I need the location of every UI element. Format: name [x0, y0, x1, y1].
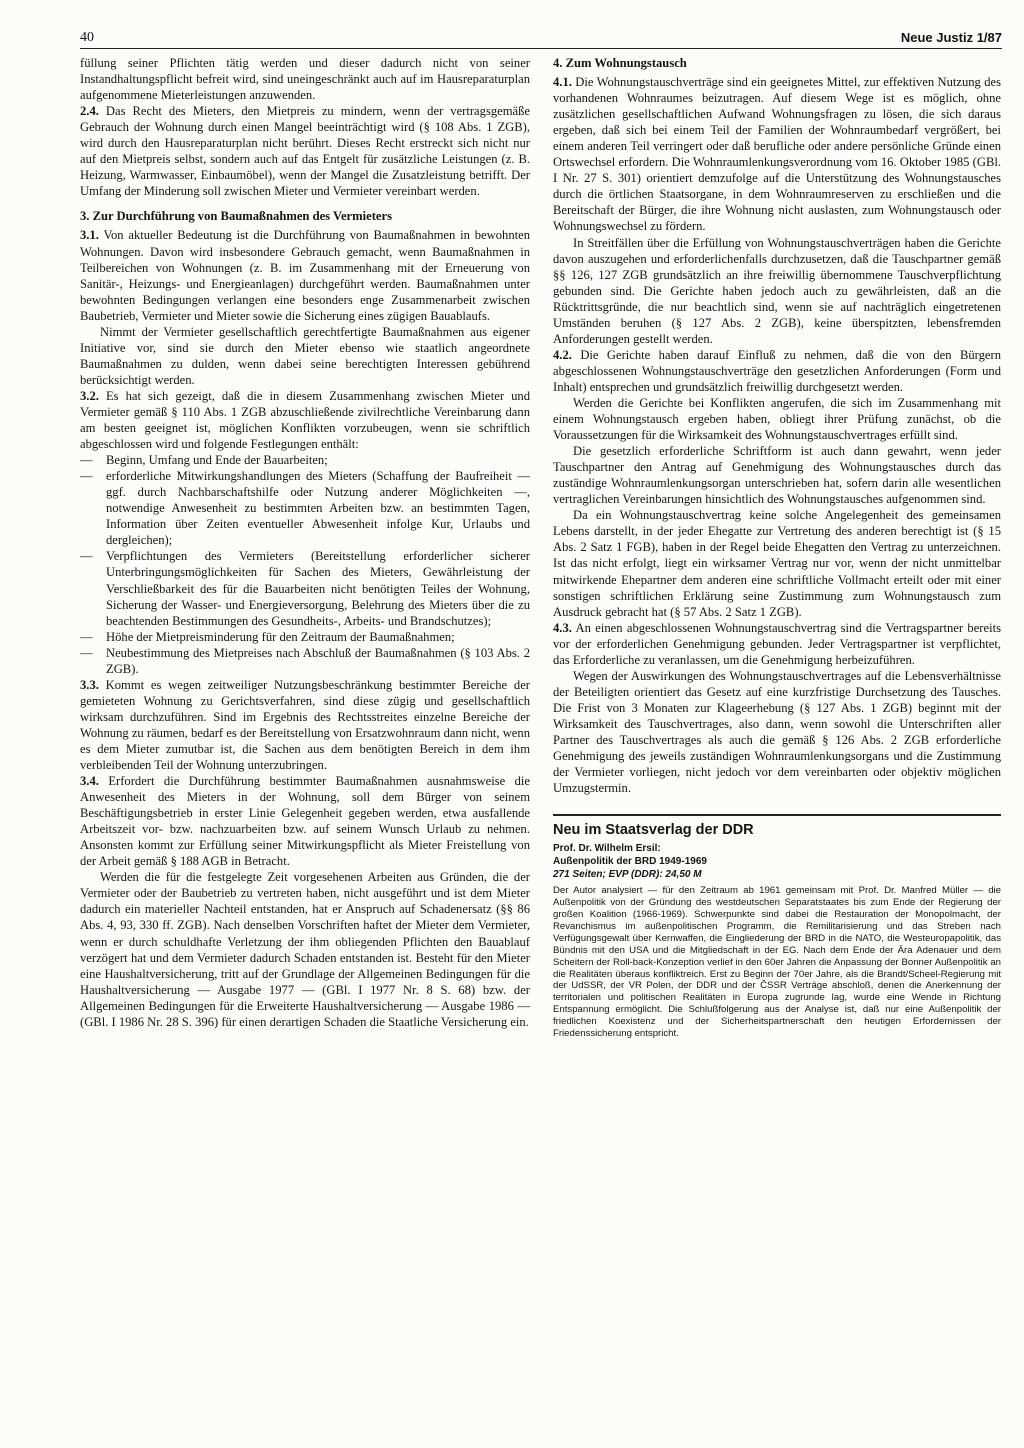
paragraph-text: Das Recht des Mieters, den Mietpreis zu mindern, wenn der vertragsgemäße Gebrauch der Wohnung durch einen Mangel beeinträchtigt wird (§ 108 Abs. 1 ZGB), wird durch den Hausreparaturplan nicht berührt. Dieses Recht erstreckt sich nicht nur auf den Mietpreis selbst, sondern auch auf das Entgelt für zusätzliche Leistungen (z. B. Heizung, Warmwasser, Einbaumöbel), wenn der Mangel die Zusatzleistung betrifft. Der Umfang der Minderung soll zwischen Mieter und Vermieter vereinbart werden.: [80, 104, 530, 199]
paragraph-3-4-continued: Werden die für die festgelegte Zeit vorgesehenen Arbeiten aus Gründen, die der Vermieter oder der Baubetrieb zu vertreten haben, nicht ausgeführt und ist dem Mieter dadurch ein materieller Nachteil entstanden, hat er Anspruch auf Schadenersatz (§§ 86 Abs. 4, 93, 330 ff. ZGB). Nach denselben Vorschriften haftet der Mieter dem Vermieter, wenn er durch schuldhafte Verletzung der ihm obliegenden Pflichten den Bauablauf verzögert hat und dem Vermieter dadurch Schaden entstanden ist. Besteht für den Mieter eine Haushaltversicherung, tritt auf der Grundlage der Allgemeinen Bedingungen für die Haushaltversicherung — Ausgabe 1977 — (GBl. I 1977 Nr. 8 S. 68) bzw. der Allgemeinen Bedingungen für die Erweiterte Haushaltversicherung — Ausgabe 1986 — (GBl. I 1986 Nr. 28 S. 396) für einen derartigen Schaden die Staatliche Versicherung ein.: [80, 870, 530, 1029]
paragraph-4-1-continued: In Streitfällen über die Erfüllung von Wohnungstauschverträgen haben die Gerichte davon auszugehen und erforderlichenfalls durchzusetzen, daß die Tauschpartner gemäß §§ 126, 127 ZGB grundsätzlich an ihre freiwillig übernommene Tauschverpflichtung gebunden sind. Die Gerichte haben jedoch auch zu gewährleisten, daß an die Rücktrittsgründe, die nur beachtlich sind, wenn sie auf nachträglich eingetretenen Umständen beruhen (§ 127 Abs. 2 ZGB), keine überspitzten, lebensfremden Anforderungen gestellt werden.: [553, 235, 1001, 346]
book-meta: 271 Seiten; EVP (DDR): 24,50 M: [553, 869, 702, 881]
notice-title: Neu im Staatsverlag der DDR: [553, 822, 754, 839]
list-item: — Verpflichtungen des Vermieters (Bereitstellung erforderlicher sicherer Unterbringungsmöglichkeiten für Sachen des Mieters, Gewährleistung der Verschließbarkeit des für die Bauarbeiten nicht benötigten Teiles der Wohnung, Sicherung der Wasser- und Energieversorgung, Belehrung des Mieters über die zu beachtenden Bestimmungen des Gesundheits-, Arbeits- und Brandschutzes);: [80, 548, 530, 628]
paragraph-continued: füllung seiner Pflichten tätig werden und dieser dadurch nicht von seiner Instandhaltungspflicht befreit wird, sind uneingeschränkt auch auf im Hausreparaturplan aufgenommene Mieterleistungen anzuwenden.: [80, 56, 530, 103]
paragraph-text: An einen abgeschlossenen Wohnungstauschvertrag sind die Vertragspartner bereits vor der erforderlichen Genehmigung gebunden. Jeder Vertragspartner ist verpflichtet, das Erforderliche zu veranlassen, um die Genehmigung herbeizuführen.: [553, 620, 1001, 667]
paragraph-text: Kommt es wegen zeitweiliger Nutzungsbeschränkung bestimmter Bereiche der gemieteten Wohnung zu Gerichtsverfahren, sind diese zügig und gesellschaftlich wirksam durchzuführen. Sind im Ergebnis des Rechtsstreites einzelne Bereiche der Wohnung zu räumen, bedarf es der Bereitstellung von Ersatzwohnraum dann nicht, wenn es dem Mieter zumutbar ist, die Sachen aus dem benötigten Bereich in dem ihm verbleibenden Teil der Wohnung unterzubringen.: [80, 677, 530, 773]
paragraph-4-2-c: Die gesetzlich erforderliche Schriftform ist auch dann gewahrt, wenn jeder Tauschpartner den Antrag auf Genehmigung des Wohnungstausches durch das zuständige Wohnraumlenkungsorgan unterschrieben hat, sofern darin alle wesentlichen vertraglichen Vereinbarungen hinsichtlich des Wohnungstausches aufgenommen sind.: [553, 444, 1001, 507]
paragraph-4-2: [553, 347, 1001, 395]
paragraph-text: Die Gerichte haben darauf Einfluß zu nehmen, daß die von den Bürgern abgeschlossenen Wohnungstauschverträge den gesetzlichen Anforderungen (Form und Inhalt) entsprechen und grundsätzlich freiwillig durchgesetzt werden.: [553, 347, 1001, 394]
publisher-notice: [553, 814, 1001, 1040]
section-number: 4.3.: [553, 620, 572, 635]
paragraph-3-3: [80, 677, 530, 773]
paragraph-text: Die Wohnungstauschverträge sind ein geeignetes Mittel, zur effektiven Nutzung des vorhandenen Wohnraumes beizutragen. Auf diesem Wege ist es möglich, ohne zusätzlichen gesellschaftlichen Aufwand Wohnungsfragen zu lösen, die sich daraus ergeben, daß sich bei einem Teil der Familien der Wohnraumbedarf vergrößert, bei einem anderen Teil verringert oder daß berufliche oder andere persönliche Gründe einen Ortswechsel erfordern. Die Wohnraumlenkungsverordnung vom 16. Oktober 1985 (GBl. I Nr. 27 S. 301) orientiert demzufolge auf die Unterstützung des Wohnungstausches durch die örtlichen Staatsorgane, in dem Wohnraumreserven zu erschließen und die Bereitschaft der Bürger, die ihre Wohnung nicht auslasten, zum Wohnungstausch oder Wohnungswechsel zu fördern.: [553, 75, 1001, 234]
list-item: — Höhe der Mietpreisminderung für den Zeitraum der Baumaßnahmen;: [80, 629, 530, 645]
paragraph-3-2: [80, 388, 530, 452]
paragraph-3-1: [80, 227, 530, 323]
list-item: — Beginn, Umfang und Ende der Bauarbeiten;: [80, 452, 530, 468]
journal-title: Neue Justiz 1/87: [900, 30, 1002, 45]
right-column: [553, 55, 1001, 1040]
section-number: 3.2.: [80, 388, 99, 403]
left-column: [80, 55, 530, 1030]
page-number: 40: [80, 30, 94, 45]
section-number: 2.4.: [80, 104, 99, 119]
section-number: 3.1.: [80, 228, 99, 243]
paragraph-text: Es hat sich gezeigt, daß die in diesem Zusammenhang zwischen Mieter und Vermieter gemäß § 110 Abs. 1 ZGB abzuschließende zivilrechtliche Vereinbarung dann am besten geeignet ist, möglichen Konflikten vorzubeugen, wenn sie schriftlich abgeschlossen wird und folgende Festlegungen enthält:: [80, 388, 530, 452]
paragraph-4-3-continued: Wegen der Auswirkungen des Wohnungstauschvertrages auf die Lebensverhältnisse der Beteiligten orientiert das Gesetz auf eine kurzfristige Durchsetzung des Tausches. Die Frist von 3 Monaten zur Klageerhebung (§ 127 Abs. 1 ZGB) beginnt mit der Wirksamkeit des Tauschvertrages, also dann, wenn sowohl die Unterschriften aller Partner des Tauschvertrages als auch die gemäß § 126 Abs. 2 ZGB erforderliche Genehmigung des jeweils zuständigen Wohnraumlenkungsorgans und die Zustimmung der Vermieter vorliegen, nicht jedoch vor dem vereinbarten oder objektiv möglichen Umzugstermin.: [553, 668, 1001, 796]
section-number: 4.1.: [553, 75, 572, 90]
paragraph-4-2-d: Da ein Wohnungstauschvertrag keine solche Angelegenheit des gemeinsamen Lebens darstellt, in der jeder Ehegatte zur Vertretung des anderen berechtigt ist (§ 15 Abs. 2 Satz 1 FGB), haben in der Regel beide Ehegatten den Vertrag zu unterzeichnen. Ist das nicht erfolgt, liegt ein wirksamer Vertrag nur vor, wenn der nicht unmittelbar mitwirkende Ehepartner dem anderen eine schriftliche Vollmacht erteilt oder mit einer sonstigen schriftlichen Erklärung seine Zustimmung zum Wohnungstausch zum Ausdruck gebracht hat (§ 57 Abs. 2 Satz 1 ZGB).: [553, 508, 1001, 619]
list-item: — erforderliche Mitwirkungshandlungen des Mieters (Schaffung der Baufreiheit — ggf. durch Nachbarschaftshilfe oder Nutzung anderer Möglichkeiten —, notwendige Anwesenheit zu bestimmten Arbeiten bzw. an bestimmten Tagen, Information über Zeiten eventueller Abwesenheit infolge Kur, Urlaubs und dergleichen);: [80, 468, 530, 548]
paragraph-3-1-continued: Nimmt der Vermieter gesellschaftlich gerechtfertigte Baumaßnahmen aus eigener Initiative vor, sind sie durch den Mieter ebenso wie staatlich angeordnete Baumaßnahmen zu dulden, wenn dabei seine berechtigten Interessen gebührend berücksichtigt werden.: [80, 324, 530, 387]
paragraph-text: Erfordert die Durchführung bestimmter Baumaßnahmen ausnahmsweise die Anwesenheit des Mieters in der Wohnung, soll dem Bürger von seinem Beschäftigungsbetrieb in erster Linie Gelegenheit gegeben werden, etwa ausfallende Arbeitszeit vor- bzw. nachzuarbeiten bzw. auf seinem Wunsch Urlaub zu nehmen. Ansonsten kommt zur Erfüllung seiner Mitwirkungspflicht als Mieter Freistellung von der Arbeit gemäß § 188 AGB in Betracht.: [80, 774, 530, 869]
section-number: 3.4.: [80, 774, 99, 789]
paragraph-4-3: [553, 620, 1001, 668]
section-heading-3: 3. Zur Durchführung von Baumaßnahmen des Vermieters: [80, 209, 392, 224]
paragraph-3-4: [80, 773, 530, 869]
book-title: Außenpolitik der BRD 1949-1969: [553, 855, 707, 867]
list-item: — Neubestimmung des Mietpreises nach Abschluß der Baumaßnahmen (§ 103 Abs. 2 ZGB).: [80, 645, 530, 677]
book-author: Prof. Dr. Wilhelm Ersil:: [553, 843, 661, 855]
section-number: 4.2.: [553, 347, 572, 362]
section-number: 3.3.: [80, 677, 99, 692]
header-rule: [80, 48, 1002, 49]
paragraph-2-4: [80, 103, 530, 199]
book-review: Der Autor analysiert — für den Zeitraum ab 1961 gemeinsam mit Prof. Dr. Manfred Müller — die Außenpolitik von der Gründung des westdeutschen Separatstaates bis zum Ende der Regierung der großen Koalition (1966-1969). Schwerpunkte sind dabei die Restauration der Monopolmacht, der Revanchismus im außenpolitischen Programm, die Remilitarisierung und das Streben nach Verfügungsgewalt über Kernwaffen, die Eingliederung der BRD in die NATO, die Westeuropapolitik, das Bündnis mit den USA und die Mitgliedschaft in der EG. Nach dem Ende der Ära Adenauer und dem Scheitern der Roll-back-Konzeption verlief in den 60er Jahren die Anpassung der Bonner Außenpolitik an die Realitäten überaus konfliktreich. Erst zu Beginn der 70er Jahre, als die Brandt/Scheel-Regierung mit der UdSSR, der VR Polen, der DDR und der ČSSR Verträge abschloß, denen die Anerkennung der territorialen und politischen Realitäten in Europa zugrunde lag, wurde eine Wende in Richtung Entspannung ermöglicht. Die Schlußfolgerung aus der Analyse ist, daß nur eine Außenpolitik der friedlichen Koexistenz und der Sicherheitspartnerschaft den heutigen Erfordernissen der Friedenssicherung entspricht.: [553, 885, 1001, 1040]
paragraph-4-2-b: Werden die Gerichte bei Konflikten angerufen, die sich im Zusammenhang mit einem Wohnungstausch ergeben haben, obliegt ihrer Prüfung zunächst, ob die Voraussetzungen für die Wirksamkeit des Wohnungstauschvertrages erfüllt sind.: [553, 395, 1001, 443]
paragraph-text: Von aktueller Bedeutung ist die Durchführung von Baumaßnahmen in bewohnten Wohnungen. Davon wird insbesondere Gebrauch gemacht, wenn Baumaßnahmen in Teilbereichen von Wohnungen (z. B. im Zusammenhang mit der Erneuerung von Sanitär-, Heizungs- und Energieanlagen) durchgeführt werden. Baumaßnahmen unter bewohnten Bedingungen verlangen eine besonders enge Zusammenarbeit zwischen Baubetrieb, Vermieter und Mieter sowie die Sicherung eines zügigen Bauablaufs.: [80, 228, 530, 323]
agreement-list: [80, 452, 530, 677]
paragraph-4-1: [553, 74, 1001, 234]
section-heading-4: 4. Zum Wohnungstausch: [553, 56, 687, 70]
